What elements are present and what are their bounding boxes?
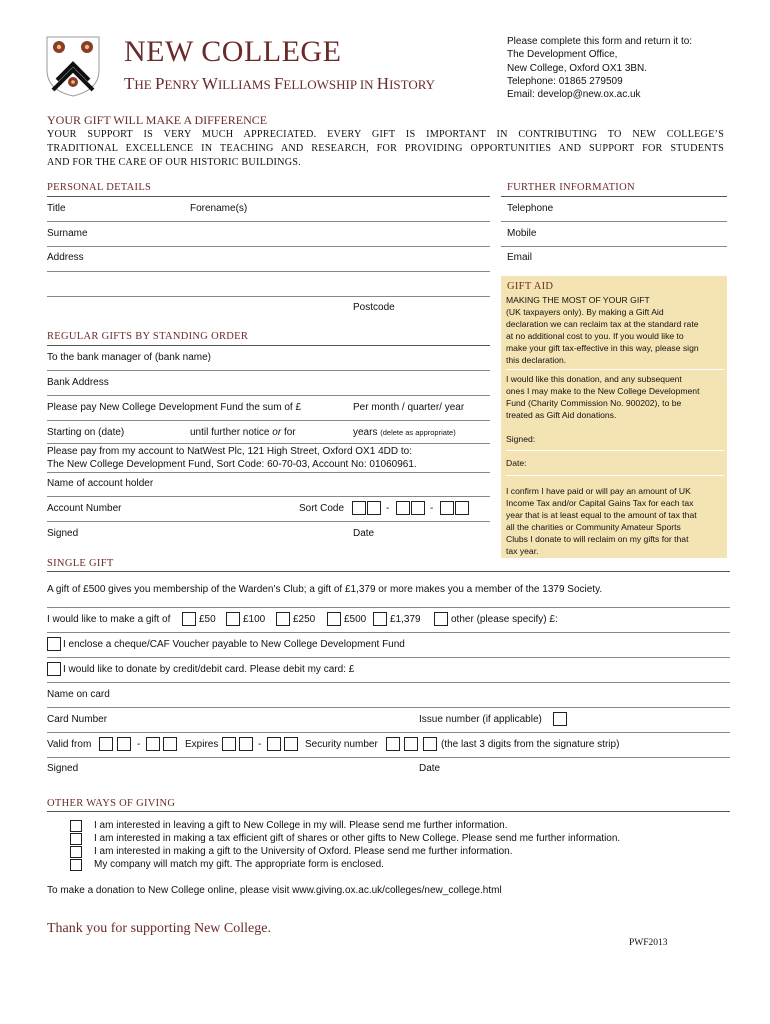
gift-aid-intro: MAKING THE MOST OF YOUR GIFT (UK taxpayers only). By making a Gift Aid declaration we can reclaim tax at the standard rate at no additional cost to you. If you would like to make your gift tax-effective in this way, please sign this declaration. (506, 295, 699, 365)
telephone-field[interactable]: Telephone (507, 203, 554, 214)
security-number-box[interactable] (423, 737, 437, 751)
membership-note: A gift of £500 gives you membership of the Warden’s Club; a gift of £1,379 or more makes you a member of the 1379 Society. (47, 584, 603, 595)
security-number-label: Security number (305, 739, 378, 750)
bank-name-field[interactable]: To the bank manager of (bank name) (47, 352, 211, 363)
security-number-box[interactable] (386, 737, 400, 751)
university-gift-label: I am interested in making a gift to the University of Oxford. Please send me further information. (94, 846, 513, 857)
until-notice-option[interactable]: until further notice or for (190, 427, 296, 438)
personal-details-heading: PERSONAL DETAILS (47, 182, 152, 193)
account-holder-field[interactable]: Name of account holder (47, 478, 154, 489)
valid-from-label: Valid from (47, 739, 92, 750)
surname-field[interactable]: Surname (47, 228, 88, 239)
gift-aid-confirm: I confirm I have paid or will pay an amount of UK Income Tax and/or Capital Gains Tax for each tax year that is at least equal to the amount of tax that all the charities or Community Amateur Sports Clubs I donate to will reclaim on my gifts for that tax year. (506, 486, 697, 556)
valid-from-box[interactable] (163, 737, 177, 751)
will-gift-checkbox[interactable] (70, 820, 82, 832)
university-gift-checkbox[interactable] (70, 846, 82, 858)
intro-text: YOUR SUPPORT IS VERY MUCH APPRECIATED. EVERY GIFT IS IMPORTANT IN CONTRIBUTING TO NEW COLLEGE’S TRADITIONAL EXCELLENCE IN TEACHING AND RESEARCH, FOR PROVIDING OPPORTUNITIES AND SUPPORT FOR STUDENTS AND FOR THE CARE OF OUR HISTORIC BUILDINGS. (47, 129, 724, 168)
intro-heading: YOUR GIFT WILL MAKE A DIFFERENCE (47, 113, 268, 127)
bank-transfer-instructions: Please pay from my account to NatWest Plc, 121 High Street, Oxford OX1 4DD to: The New College Development Fund, Sort Code: 60-70-03, Account No: 01060961. (47, 446, 417, 470)
gift-aid-heading: GIFT AID (507, 281, 554, 292)
gift-aid-declaration: I would like this donation, and any subsequent ones I may make to the New College Development Fund (Charity Commission No. 900202), to be treated as Gift Aid donations. (506, 374, 700, 420)
valid-from-box[interactable] (99, 737, 113, 751)
expires-box[interactable] (284, 737, 298, 751)
mobile-field[interactable]: Mobile (507, 228, 537, 239)
single-gift-heading: SINGLE GIFT (47, 558, 114, 569)
years-field[interactable]: years (delete as appropriate) (353, 427, 456, 438)
fellowship-title: THE PENRY WILLIAMS FELLOWSHIP IN HISTORY (124, 74, 436, 93)
card-amount-field[interactable]: I would like to donate by credit/debit card. Please debit my card: £ (63, 664, 355, 675)
standing-order-amount-field[interactable]: Please pay New College Development Fund the sum of £ (47, 402, 302, 413)
security-number-box[interactable] (404, 737, 418, 751)
postcode-field[interactable]: Postcode (353, 302, 395, 313)
single-gift-signed-field[interactable]: Signed (47, 763, 79, 774)
issue-number-box[interactable] (553, 712, 567, 726)
online-donation-note: To make a donation to New College online, please visit www.giving.ox.ac.uk/colleges/new_college.html (47, 885, 502, 896)
card-number-field[interactable]: Card Number (47, 714, 108, 725)
address-field[interactable]: Address (47, 252, 84, 263)
name-on-card-field[interactable]: Name on card (47, 689, 110, 700)
expires-box[interactable] (222, 737, 236, 751)
return-address: Please complete this form and return it to: The Development Office, New College, Oxford OX1 3BN. Telephone: 01865 279509 Email: develop@new.ox.ac.uk (507, 36, 693, 101)
gift-50-checkbox[interactable] (182, 612, 196, 626)
single-gift-date-field[interactable]: Date (419, 763, 441, 774)
valid-from-box[interactable] (117, 737, 131, 751)
forename-field[interactable]: Forename(s) (190, 203, 248, 214)
college-title: NEW COLLEGE (124, 35, 342, 68)
other-ways-heading: OTHER WAYS OF GIVING (47, 798, 176, 809)
thank-you-message: Thank you for supporting New College. (47, 921, 271, 936)
gift-1379-checkbox[interactable] (373, 612, 387, 626)
cheque-label: I enclose a cheque/CAF Voucher payable to New College Development Fund (63, 639, 405, 650)
expires-box[interactable] (239, 737, 253, 751)
gift-other-field[interactable]: other (please specify) £: (451, 614, 558, 625)
shares-gift-label: I am interested in making a tax efficient gift of shares or other gifts to New College. Please send me further information. (94, 833, 621, 844)
gift-100-checkbox[interactable] (226, 612, 240, 626)
shares-gift-checkbox[interactable] (70, 833, 82, 845)
expires-label: Expires (185, 739, 219, 750)
bank-address-field[interactable]: Bank Address (47, 377, 109, 388)
title-field[interactable]: Title (47, 203, 66, 214)
security-number-note: (the last 3 digits from the signature strip) (441, 739, 620, 750)
sort-code-box[interactable] (352, 501, 366, 515)
standing-order-date-field[interactable]: Date (353, 528, 375, 539)
form-code: PWF2013 (629, 938, 668, 948)
company-match-label: My company will match my gift. The appropriate form is enclosed. (94, 859, 384, 870)
standing-order-signed-field[interactable]: Signed (47, 528, 79, 539)
sort-code-label: Sort Code (299, 503, 345, 514)
sort-code-box[interactable] (396, 501, 410, 515)
gift-amount-label: I would like to make a gift of (47, 614, 171, 625)
college-crest-icon (44, 34, 102, 98)
company-match-checkbox[interactable] (70, 859, 82, 871)
gift-aid-signed-field[interactable]: Signed: (506, 434, 536, 444)
expires-box[interactable] (267, 737, 281, 751)
payment-frequency[interactable]: Per month / quarter/ year (353, 402, 465, 413)
further-info-heading: FURTHER INFORMATION (507, 182, 635, 193)
gift-aid-date-field[interactable]: Date: (506, 458, 527, 468)
start-date-field[interactable]: Starting on (date) (47, 427, 125, 438)
sort-code-box[interactable] (367, 501, 381, 515)
account-number-field[interactable]: Account Number (47, 503, 122, 514)
sort-code-box[interactable] (455, 501, 469, 515)
sort-code-box[interactable] (411, 501, 425, 515)
card-checkbox[interactable] (47, 662, 61, 676)
gift-other-checkbox[interactable] (434, 612, 448, 626)
email-field[interactable]: Email (507, 252, 533, 263)
cheque-checkbox[interactable] (47, 637, 61, 651)
issue-number-label: Issue number (if applicable) (419, 714, 542, 725)
gift-500-checkbox[interactable] (327, 612, 341, 626)
standing-order-heading: REGULAR GIFTS BY STANDING ORDER (47, 331, 249, 342)
sort-code-box[interactable] (440, 501, 454, 515)
valid-from-box[interactable] (146, 737, 160, 751)
gift-250-checkbox[interactable] (276, 612, 290, 626)
will-gift-label: I am interested in leaving a gift to New College in my will. Please send me further information. (94, 820, 508, 831)
